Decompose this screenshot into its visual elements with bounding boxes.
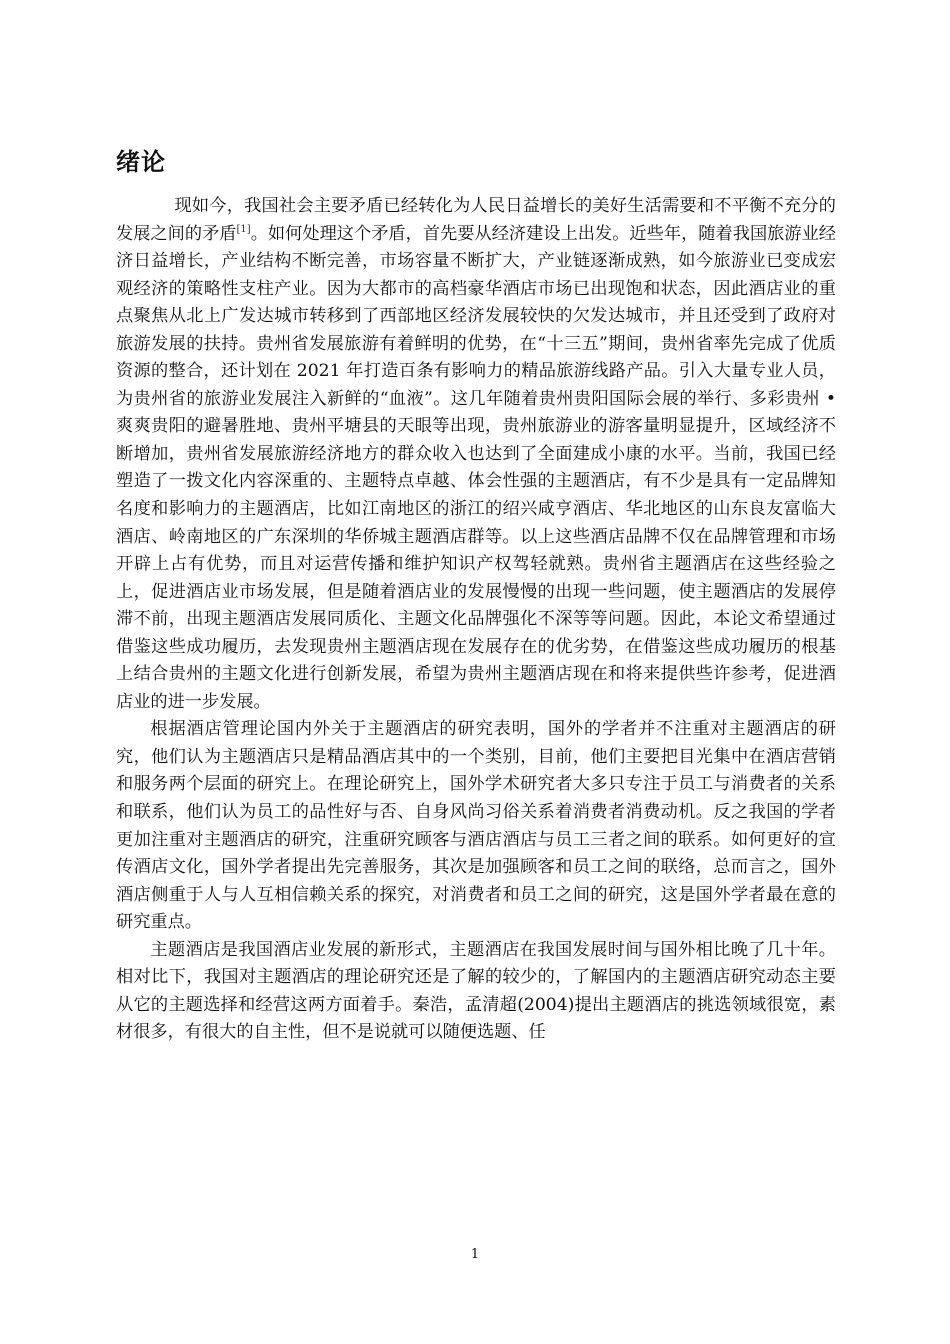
page-number: 1 [470,1247,480,1262]
section-heading: 绪论 [116,148,166,176]
body-text [116,193,836,1047]
paragraph-1-text-start: 现如今，我国社会主要矛盾已经转化为人民日益增长的美好生活需要和不平衡不充分的发展之间的矛盾 [116,196,836,244]
citation-ref[interactable]: [1] [236,223,251,235]
paragraph-2: 根据酒店管理论国内外关于主题酒店的研究表明，国外的学者并不注重对主题酒店的研究，他们认为主题酒店只是精品酒店其中的一个类别，目前，他们主要把目光集中在酒店营销和服务两个层面的研究上。在理论研究上，国外学术研究者大多只专注于员工与消费者的关系和联系，他们认为员工的品性好与否、自身风尚习俗关系着消费者消费动机。反之我国的学者更加注重对主题酒店的研究，注重研究顾客与酒店酒店与员工三者之间的联系。如何更好的宣传酒店文化，国外学者提出先完善服务，其次是加强顾客和员工之间的联络，总而言之，国外酒店侧重于人与人互相信赖关系的探究，对消费者和员工之间的研究，这是国外学者最在意的研究重点。 [116,719,836,933]
paragraph-1-text-end: 。如何处理这个矛盾，首先要从经济建设上出发。近些年，随着我国旅游业经济日益增长，产业结构不断完善，市场容量不断扩大，产业链逐渐成熟，如今旅游业已变成宏观经济的策略性支柱产业。因为大都市的高档豪华酒店市场已出现饱和状态，因此酒店业的重点聚焦从北上广发达城市转移到了西部地区经济发展较快的欠发达城市，并且还受到了政府对旅游发展的扶持。贵州省发展旅游有着鲜明的优势，在“十三五”期间，贵州省率先完成了优质资源的整合，还计划在 2021 年打造百条有影响力的精品旅游线路产品。引入大量专业人员，为贵州省的旅游业发展注入新鲜的“血液”。这几年随着贵州贵阳国际会展的举行、多彩贵州 • 爽爽贵阳的避暑胜地、贵州平塘县的天眼等出现，贵州旅游业的游客量明显提升，区域经济不断增加，贵州省发展旅游经济地方的群众收入也达到了全面建成小康的水平。当前，我国已经塑造了一拨文化内容深重的、主题特点卓越、体会性强的主题酒店，有不少是具有一定品牌知名度和影响力的主题酒店，比如江南地区的浙江的绍兴咸亨酒店、华北地区的山东良友富临大酒店、岭南地区的广东深圳的华侨城主题酒店群等。以上这些酒店品牌不仅在品牌管理和市场开辟上占有优势，而且对运营传播和维护知识产权驾轻就熟。贵州省主题酒店在这些经验之上，促进酒店业市场发展，但是随着酒店业的发展慢慢的出现一些问题，使主题酒店的发展停滞不前，出现主题酒店发展同质化、主题文化品牌强化不深等等问题。因此，本论文希望通过借鉴这些成功履历，去发现贵州主题酒店现在发展存在的优劣势，在借鉴这些成功履历的根基上结合贵州的主题文化进行创新发展，希望为贵州主题酒店现在和将来提供些许参考，促进酒店业的进一步发展。 [116,223,836,712]
paragraph-1 [116,193,836,716]
paragraph-3: 主题酒店是我国酒店业发展的新形式，主题酒店在我国发展时间与国外相比晚了几十年。相对比下，我国对主题酒店的理论研究还是了解的较少的，了解国内的主题酒店研究动态主要从它的主题选择和经营这两方面着手。秦浩，孟清超(2004)提出主题酒店的挑选领域很宽，素材很多，有很大的自主性，但不是说就可以随便选题、任 [116,939,836,1043]
